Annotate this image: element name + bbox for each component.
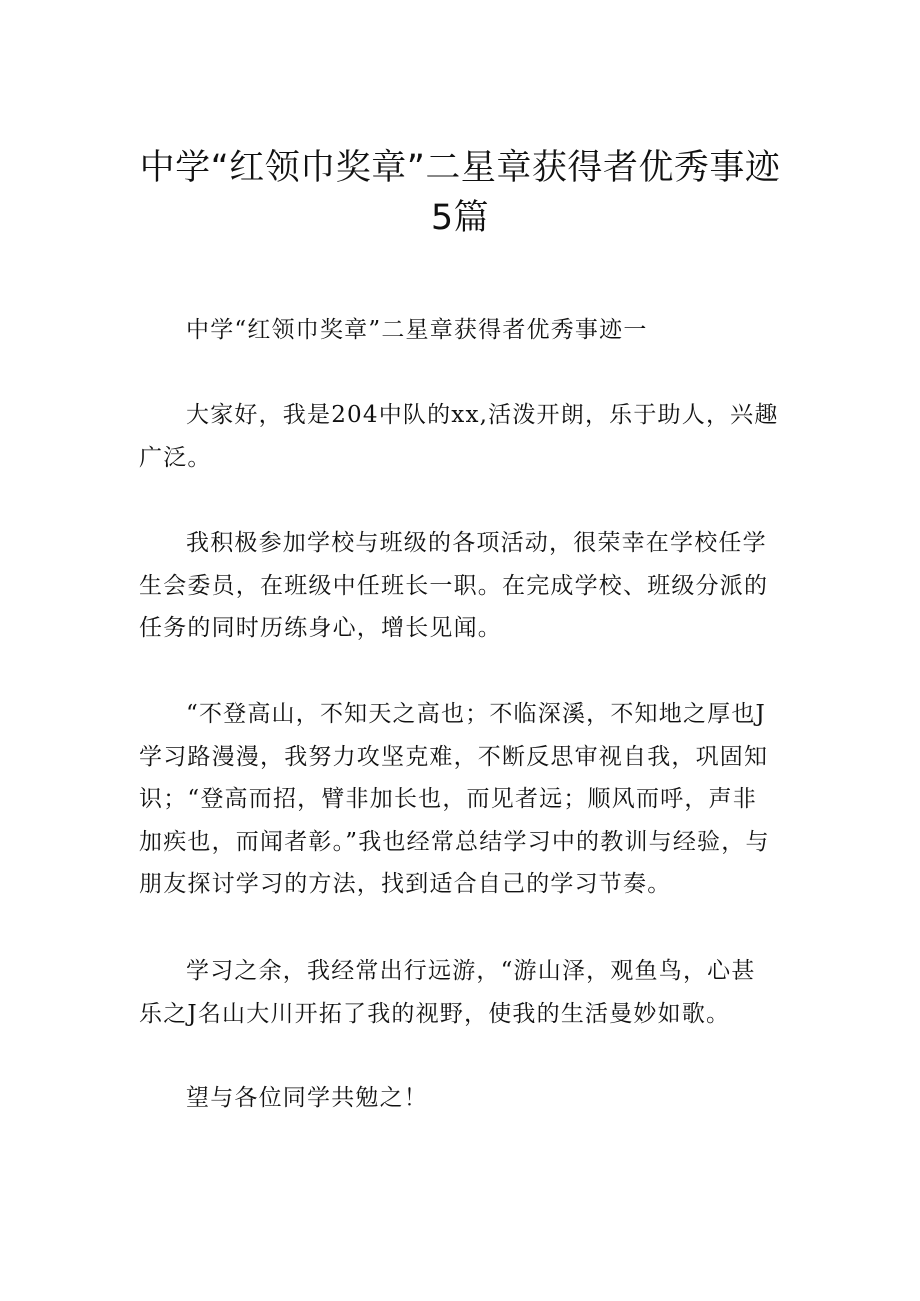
title-line-1: 中学“红领巾奖章”二星章获得者优秀事迹 [139, 148, 781, 189]
document-title [120, 143, 800, 243]
paragraph-study: “不登高山，不知天之高也；不临深溪，不知地之厚也J学习路漫漫，我努力攻坚克难，不断反思审视自我，巩固知识；“登高而招，臂非加长也，而见者远；顺风而呼，声非加疾也，而闻者彰。”我也经常总结学习中的教训与经验，与朋友探讨学习的方法，找到适合自己的学习节奏。 [139, 701, 770, 897]
paragraph-intro: 大家好，我是204中队的xx,活泼开朗，乐于助人，兴趣广泛。 [139, 402, 779, 471]
title-line-2: 5篇 [430, 198, 490, 239]
paragraph-activities: 我积极参加学校与班级的各项活动，很荣幸在学校任学生会委员，在班级中任班长一职。在完成学校、班级分派的任务的同时历练身心，增长见闻。 [139, 530, 769, 641]
section-heading: 中学“红领巾奖章”二星章获得者优秀事迹一 [186, 317, 648, 343]
paragraph-closing: 望与各位同学共勉之！ [186, 1085, 428, 1111]
paragraph-travel: 学习之余，我经常出行远游，“游山泽，观鱼鸟，心甚乐之J名山大川开拓了我的视野，使我的生活曼妙如歌。 [139, 958, 756, 1027]
